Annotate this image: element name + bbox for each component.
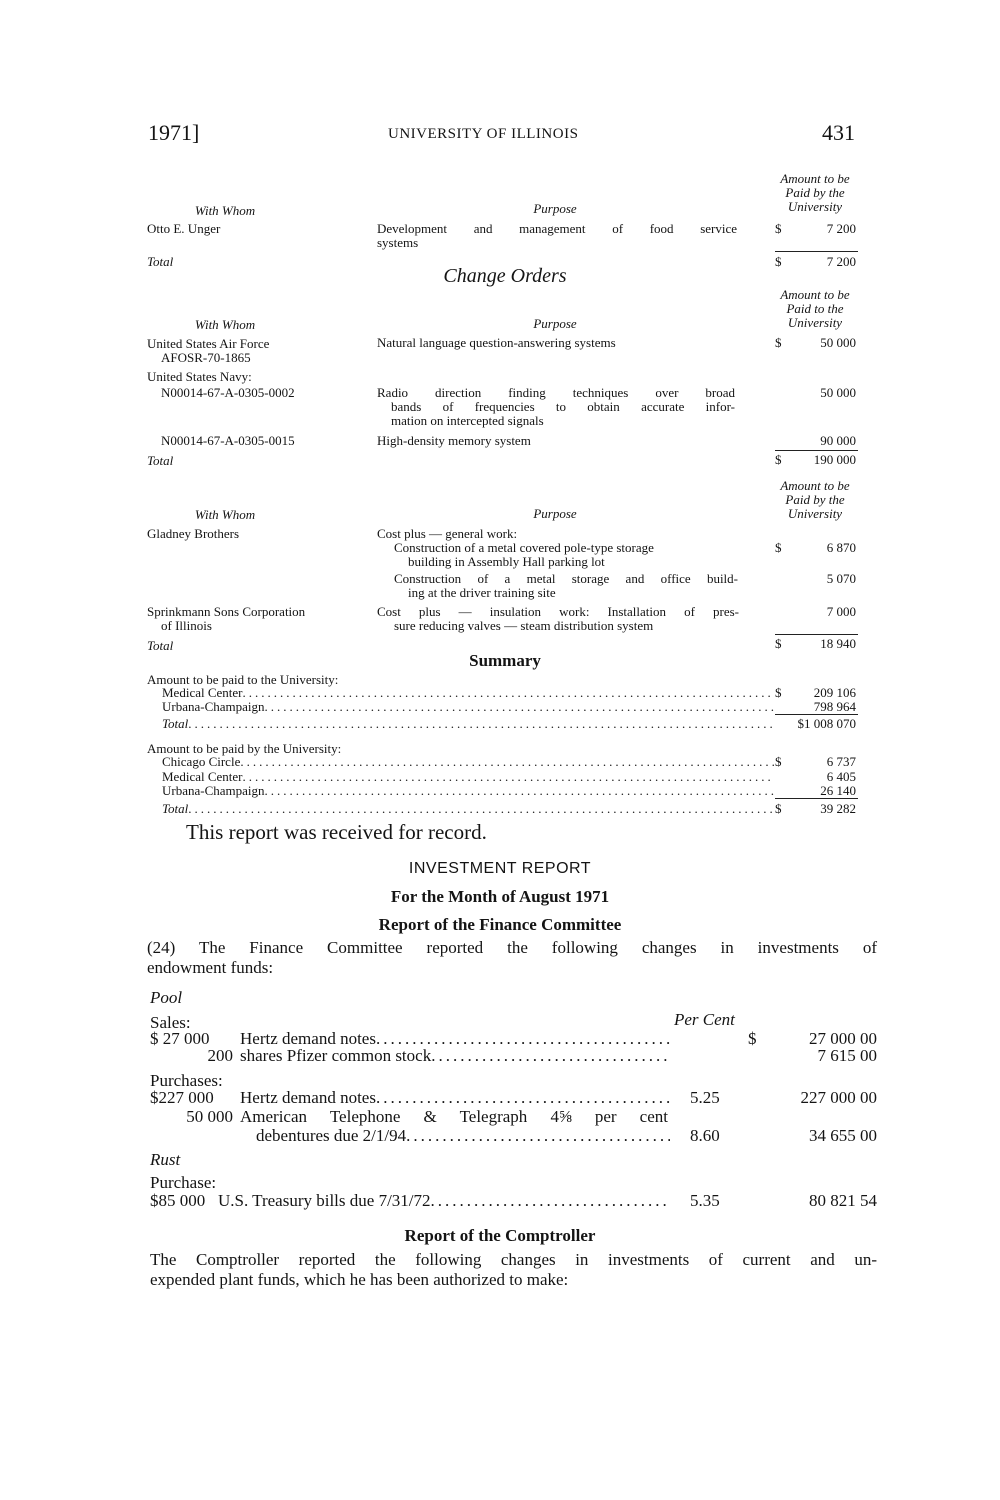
total-label: Total <box>147 638 174 653</box>
purpose-line: Radio direction finding techniques over broad <box>377 385 735 400</box>
amount-header-line: University <box>787 506 843 521</box>
dollar-sign: $ <box>775 254 782 269</box>
comptroller-intro <box>150 1250 877 1290</box>
per-cent-header: Per Cent <box>674 1010 735 1029</box>
purchase-label: Purchase: <box>150 1173 217 1192</box>
sales-label: Sales: <box>150 1013 191 1032</box>
total-amount: 18 940 <box>820 636 856 651</box>
purpose-line: mation on intercepted signals <box>391 413 544 428</box>
change-orders-title: Change Orders <box>443 265 567 287</box>
dollar-sign: $ <box>775 754 782 769</box>
amount-cell: 90 000 <box>820 433 856 448</box>
dollar-sign: $ <box>775 221 782 236</box>
summary-row-amount: 798 964 <box>813 699 856 714</box>
with-whom-line: AFOSR-70-1865 <box>161 350 251 365</box>
summary-total-label: Total <box>162 801 189 816</box>
with-whom-cell <box>147 337 269 365</box>
amount-cell: 50 000 <box>820 385 856 400</box>
investment-amount: 227 000 00 <box>800 1088 877 1107</box>
par-amount: $85 000 <box>150 1191 206 1210</box>
amount-header-line: University <box>787 315 843 330</box>
summary-row-label: Urbana-Champaign <box>162 783 265 798</box>
amount-header <box>760 288 870 330</box>
investment-row <box>218 1191 670 1211</box>
finance-committee-title: Report of the Finance Committee <box>378 915 622 934</box>
purpose-header: Purpose <box>533 506 577 521</box>
total-rule <box>775 450 858 451</box>
with-whom-cell <box>147 605 305 633</box>
investment-row <box>240 1046 670 1066</box>
intro-line: endowment funds: <box>147 958 274 977</box>
amount-header-line: Amount to be <box>780 478 850 493</box>
par-amount: $227 000 <box>150 1088 214 1107</box>
dollar-sign: $ <box>775 636 782 651</box>
received-note: This report was received for record. <box>186 820 487 844</box>
page-title: UNIVERSITY OF ILLINOIS <box>388 126 579 142</box>
total-label: Total <box>147 453 174 468</box>
summary-row <box>162 770 774 784</box>
with-whom-header: With Whom <box>194 507 256 522</box>
amount-cell: 5 070 <box>826 571 856 586</box>
summary-row-label: Chicago Circle <box>162 754 241 769</box>
summary-row-label: Urbana-Champaign <box>162 699 265 714</box>
summary-row-amount: 6 405 <box>826 769 856 784</box>
with-whom-line: United States Air Force <box>147 336 270 351</box>
rate-cell: 8.60 <box>690 1126 720 1145</box>
summary-total-amount: $1 008 070 <box>797 716 856 731</box>
amount-header-line: University <box>787 199 843 214</box>
amount-header-line: Paid by the <box>785 492 845 507</box>
dollar-sign: $ <box>748 1029 757 1048</box>
purpose-cell: High-density memory system <box>377 433 531 448</box>
amount-cell: 7 000 <box>826 604 856 619</box>
summary-row-label: Medical Center <box>162 685 243 700</box>
investment-desc: U.S. Treasury bills due 7/31/72 <box>218 1191 431 1210</box>
summary-row-amount: 26 140 <box>820 783 856 798</box>
with-whom-cell: N00014-67-A-0305-0002 <box>161 385 295 400</box>
page-year: 1971] <box>148 120 200 145</box>
purpose-line: Cost plus — insulation work: Installation of pres- <box>377 604 739 619</box>
summary-row <box>162 755 774 769</box>
with-whom-header: With Whom <box>194 317 256 332</box>
intro-line: (24) The Finance Committee reported the following changes in investments of <box>147 938 877 957</box>
purpose-cell <box>377 222 737 250</box>
with-whom-cell: Otto E. Unger <box>147 221 221 236</box>
summary-total-label: Total <box>162 716 189 731</box>
amount-header <box>760 172 870 214</box>
investment-amount: 34 655 00 <box>809 1126 877 1145</box>
total-rule <box>775 714 858 715</box>
summary-total-row <box>162 717 774 731</box>
purpose-line: ing at the driver training site <box>408 585 556 600</box>
page-number: 431 <box>822 120 855 145</box>
investment-desc: Hertz demand notes <box>240 1088 376 1107</box>
rust-label: Rust <box>150 1150 181 1169</box>
par-amount: 200 <box>207 1046 233 1065</box>
par-amount: 50 000 <box>186 1107 233 1126</box>
amount-cell: 50 000 <box>820 335 856 350</box>
navy-label: United States Navy: <box>147 369 252 384</box>
purpose-line: Development and management of food service <box>377 221 737 236</box>
rate-cell: 5.25 <box>690 1088 720 1107</box>
purpose-line: Construction of a metal storage and office build- <box>394 571 738 586</box>
purpose-cell <box>394 572 738 600</box>
dollar-sign: $ <box>775 801 782 816</box>
investment-desc: debentures due 2/1/94 <box>256 1126 407 1145</box>
summary-row-amount: 209 106 <box>813 685 856 700</box>
summary-to-univ-label: Amount to be paid to the University: <box>147 672 339 687</box>
pool-label: Pool <box>150 988 183 1007</box>
investment-desc: shares Pfizer common stock <box>240 1046 432 1065</box>
investment-row <box>256 1126 670 1146</box>
total-rule <box>775 634 858 635</box>
summary-by-univ-label: Amount to be paid by the University: <box>147 741 342 756</box>
summary-row-amount: 6 737 <box>826 754 856 769</box>
purpose-line: sure reducing valves — steam distribution system <box>394 618 654 633</box>
summary-row <box>162 784 774 798</box>
amount-header-line: Amount to be <box>780 171 850 186</box>
rate-cell: 5.35 <box>690 1191 720 1210</box>
total-amount: 190 000 <box>813 452 856 467</box>
amount-cell: 7 200 <box>826 221 856 236</box>
investment-row <box>240 1088 670 1108</box>
investment-desc: Hertz demand notes <box>240 1029 376 1048</box>
par-amount: $ 27 000 <box>150 1029 210 1048</box>
purpose-cell <box>377 605 739 633</box>
purpose-header: Purpose <box>533 201 577 216</box>
amount-header-line: Paid by the <box>785 185 845 200</box>
investment-desc: American Telephone & Telegraph 4⅝ per cent <box>240 1107 668 1126</box>
amount-header <box>760 479 870 521</box>
investment-report-subtitle: For the Month of August 1971 <box>390 887 610 906</box>
purpose-line: bands of frequencies to obtain accurate infor- <box>391 399 735 414</box>
dollar-sign: $ <box>775 540 782 555</box>
total-amount: 7 200 <box>826 254 856 269</box>
dollar-sign: $ <box>775 685 782 700</box>
with-whom-cell: Gladney Brothers <box>147 526 240 541</box>
purpose-cell: Cost plus — general work: <box>377 526 518 541</box>
amount-header-line: Amount to be <box>780 287 850 302</box>
purpose-cell <box>394 541 654 569</box>
purpose-header: Purpose <box>533 316 577 331</box>
investment-amount: 80 821 54 <box>809 1191 877 1210</box>
summary-total-amount: 39 282 <box>820 801 856 816</box>
summary-total-row <box>162 802 774 816</box>
with-whom-header: With Whom <box>194 203 256 218</box>
purpose-cell <box>377 386 735 428</box>
comptroller-title: Report of the Comptroller <box>404 1226 596 1245</box>
summary-title: Summary <box>469 651 541 670</box>
summary-row <box>162 686 774 700</box>
purpose-cell: Natural language question-answering systems <box>377 335 616 350</box>
summary-row-label: Medical Center <box>162 769 243 784</box>
total-rule <box>775 798 858 799</box>
summary-row <box>162 700 774 714</box>
purpose-line: Construction of a metal covered pole-type storage <box>394 540 654 555</box>
purchases-label: Purchases: <box>150 1071 223 1090</box>
investment-amount: 27 000 00 <box>809 1029 877 1048</box>
purpose-line: systems <box>377 235 419 250</box>
dollar-sign: $ <box>775 335 782 350</box>
investment-amount: 7 615 00 <box>817 1046 877 1065</box>
intro-line: expended plant funds, which he has been authorized to make: <box>150 1270 569 1289</box>
with-whom-line: Sprinkmann Sons Corporation <box>147 604 306 619</box>
investment-report-title: INVESTMENT REPORT <box>408 860 592 877</box>
total-rule <box>775 251 858 252</box>
amount-cell: 6 870 <box>826 540 856 555</box>
intro-line: The Comptroller reported the following changes in investments of current and un- <box>150 1250 877 1269</box>
finance-intro <box>147 938 877 978</box>
with-whom-cell: N00014-67-A-0305-0015 <box>161 433 295 448</box>
with-whom-line: of Illinois <box>161 618 212 633</box>
dollar-sign: $ <box>775 452 782 467</box>
amount-header-line: Paid to the <box>786 301 844 316</box>
total-label: Total <box>147 254 174 269</box>
purpose-line: building in Assembly Hall parking lot <box>408 554 605 569</box>
